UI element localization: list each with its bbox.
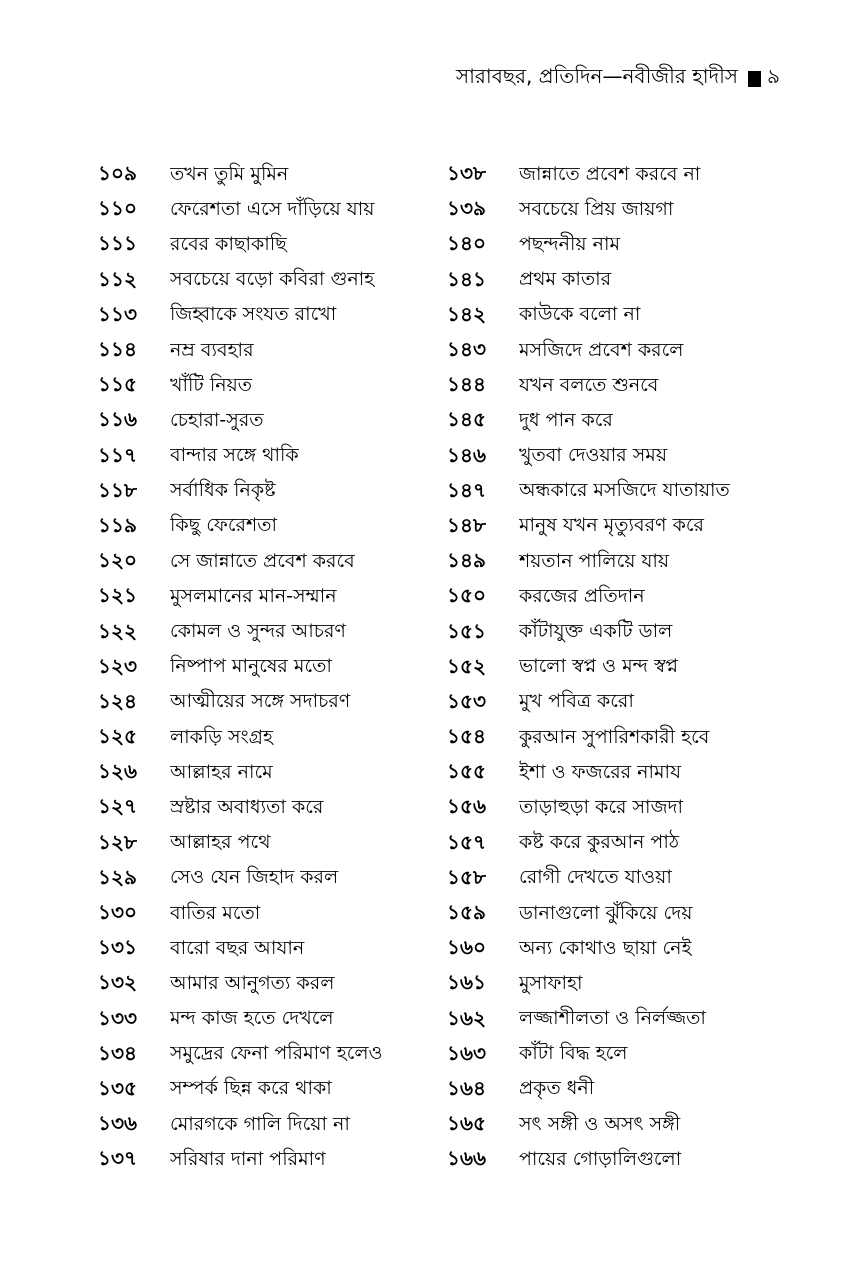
toc-entry — [98, 193, 438, 228]
toc-entry — [447, 299, 787, 334]
entry-number: ১১১ — [98, 231, 137, 256]
toc-entry — [98, 1143, 438, 1178]
entry-title: বান্দার সঙ্গে থাকি — [170, 444, 299, 467]
entry-title: আল্লাহর নামে — [170, 760, 273, 783]
toc-entry — [98, 158, 438, 193]
toc-entry — [447, 932, 787, 967]
entry-title: শয়তান পালিয়ে যায় — [519, 549, 670, 572]
entry-title: সৎ সঙ্গী ও অসৎ সঙ্গী — [519, 1112, 681, 1135]
toc-entry — [447, 1003, 787, 1038]
entry-title: ইশা ও ফজরের নামায — [519, 760, 682, 783]
entry-number: ১২৮ — [98, 829, 137, 854]
toc-entry — [447, 580, 787, 615]
entry-title: কোমল ও সুন্দর আচরণ — [170, 620, 346, 643]
entry-title: জিহ্বাকে সংযত রাখো — [170, 303, 337, 326]
entry-title: সে জান্নাতে প্রবেশ করবে — [170, 549, 355, 572]
entry-number: ১০৯ — [98, 161, 137, 186]
toc-entry — [98, 580, 438, 615]
entry-number: ১৩৯ — [447, 196, 486, 221]
toc-entry — [98, 1073, 438, 1108]
entry-number: ১৪৭ — [447, 477, 486, 502]
entry-number: ১২০ — [98, 548, 137, 573]
entry-title: আত্মীয়ের সঙ্গে সদাচরণ — [170, 690, 351, 713]
entry-number: ১৩৬ — [98, 1111, 137, 1136]
toc-entry — [98, 404, 438, 439]
entry-title: কাউকে বলো না — [519, 303, 641, 326]
toc-entry — [447, 615, 787, 650]
entry-title: নিষ্পাপ মানুষের মতো — [170, 655, 332, 678]
entry-number: ১৫১ — [447, 618, 486, 643]
entry-number: ১৪৯ — [447, 548, 486, 573]
entry-number: ১৩৪ — [98, 1040, 137, 1065]
entry-title: প্রথম কাতার — [519, 268, 612, 291]
entry-number: ১১৪ — [98, 337, 137, 362]
toc-entry — [447, 686, 787, 721]
entry-number: ১৫৭ — [447, 829, 486, 854]
entry-number: ১৩১ — [98, 935, 137, 960]
entry-number: ১২৫ — [98, 724, 137, 749]
toc-entry — [447, 545, 787, 580]
entry-title: জান্নাতে প্রবেশ করবে না — [519, 162, 701, 185]
entry-number: ১২৭ — [98, 794, 137, 819]
entry-title: মুখ পবিত্র করো — [519, 690, 634, 713]
entry-title: অন্ধকারে মসজিদে যাতায়াত — [519, 479, 730, 502]
toc-entry — [447, 1108, 787, 1143]
toc-entry — [98, 756, 438, 791]
toc-entry — [447, 510, 787, 545]
toc-entry — [447, 756, 787, 791]
entry-number: ১৪৮ — [447, 512, 486, 537]
toc-entry — [447, 897, 787, 932]
entry-title: চেহারা-সুরত — [170, 408, 264, 431]
toc-entry — [98, 299, 438, 334]
entry-title: সরিষার দানা পরিমাণ — [170, 1147, 326, 1170]
entry-number: ১১৫ — [98, 372, 137, 397]
entry-title: ভালো স্বপ্ন ও মন্দ স্বপ্ন — [519, 655, 679, 678]
entry-title: কাঁটা বিদ্ধ হলে — [519, 1042, 628, 1065]
toc-entry — [447, 193, 787, 228]
toc-entry — [447, 651, 787, 686]
entry-title: অন্য কোথাও ছায়া নেই — [519, 936, 692, 959]
entry-number: ১১০ — [98, 196, 137, 221]
entry-title: যখন বলতে শুনবে — [519, 373, 659, 396]
toc-entry — [98, 1108, 438, 1143]
entry-title: সবচেয়ে বড়ো কবিরা গুনাহ — [170, 268, 375, 291]
entry-title: লজ্জাশীলতা ও নির্লজ্জতা — [519, 1007, 706, 1030]
entry-number: ১১৯ — [98, 512, 137, 537]
entry-title: মসজিদে প্রবেশ করলে — [519, 338, 684, 361]
entry-title: আমার আনুগত্য করল — [170, 971, 335, 994]
entry-number: ১৪১ — [447, 266, 486, 291]
toc-entry — [98, 510, 438, 545]
entry-number: ১২৪ — [98, 688, 137, 713]
entry-title: করজের প্রতিদান — [519, 584, 645, 607]
entry-title: কিছু ফেরেশতা — [170, 514, 277, 537]
toc-entry — [447, 1038, 787, 1073]
toc-left-column — [98, 158, 438, 1178]
header-square-mark — [748, 71, 761, 87]
entry-title: রবের কাছাকাছি — [170, 232, 287, 255]
entry-number: ১৬৬ — [447, 1146, 486, 1171]
toc-entry — [98, 334, 438, 369]
entry-title: বারো বছর আযান — [170, 936, 305, 959]
toc-entry — [98, 827, 438, 862]
toc-entry — [447, 158, 787, 193]
entry-number: ১৫৩ — [447, 688, 486, 713]
toc-entry — [447, 404, 787, 439]
entry-number: ১৩২ — [98, 970, 137, 995]
entry-number: ১১৮ — [98, 477, 137, 502]
toc-entry — [98, 264, 438, 299]
entry-number: ১৬৪ — [447, 1075, 486, 1100]
entry-title: কুরআন সুপারিশকারী হবে — [519, 725, 710, 748]
toc-entry — [98, 721, 438, 756]
entry-title: ফেরেশতা এসে দাঁড়িয়ে যায় — [170, 197, 375, 220]
entry-title: কাঁটাযুক্ত একটি ডাল — [519, 620, 673, 643]
toc-entry — [98, 228, 438, 263]
entry-title: তাড়াহুড়া করে সাজদা — [519, 795, 684, 818]
entry-number: ১৪২ — [447, 301, 486, 326]
toc-entry — [98, 369, 438, 404]
entry-title: রোগী দেখতে যাওয়া — [519, 866, 672, 889]
toc-entry — [98, 545, 438, 580]
entry-title: কষ্ট করে কুরআন পাঠ — [519, 831, 679, 854]
page-number: ৯ — [767, 64, 780, 88]
toc-entry — [447, 228, 787, 263]
toc-entry — [98, 791, 438, 826]
toc-entry — [447, 791, 787, 826]
toc-entry — [447, 440, 787, 475]
entry-number: ১৩৫ — [98, 1075, 137, 1100]
toc-entry — [447, 827, 787, 862]
entry-title: মুসলমানের মান-সম্মান — [170, 584, 337, 607]
entry-title: ডানাগুলো ঝুঁকিয়ে দেয় — [519, 901, 693, 924]
entry-number: ১২৯ — [98, 864, 137, 889]
entry-number: ১৫২ — [447, 653, 486, 678]
entry-number: ১৩৮ — [447, 161, 486, 186]
entry-title: মুসাফাহা — [519, 971, 583, 994]
entry-number: ১৫০ — [447, 583, 486, 608]
toc-entry — [447, 862, 787, 897]
toc-entry — [98, 615, 438, 650]
entry-title: সমুদ্রের ফেনা পরিমাণ হলেও — [170, 1042, 383, 1065]
entry-number: ১৬৩ — [447, 1040, 486, 1065]
toc-entry — [447, 1073, 787, 1108]
entry-title: স্রষ্টার অবাধ্যতা করে — [170, 795, 324, 818]
entry-title: মোরগকে গালি দিয়ো না — [170, 1112, 350, 1135]
toc-entry — [98, 967, 438, 1002]
toc-entry — [98, 862, 438, 897]
entry-number: ১১৬ — [98, 407, 137, 432]
entry-title: সম্পর্ক ছিন্ন করে থাকা — [170, 1077, 332, 1100]
entry-number: ১১৭ — [98, 442, 137, 467]
entry-number: ১৩০ — [98, 900, 137, 925]
toc-entry — [447, 721, 787, 756]
entry-title: মন্দ কাজ হতে দেখলে — [170, 1007, 334, 1030]
toc-entry — [447, 1143, 787, 1178]
entry-number: ১৫৯ — [447, 900, 486, 925]
entry-title: সর্বাধিক নিকৃষ্ট — [170, 479, 276, 502]
entry-title: লাকড়ি সংগ্রহ — [170, 725, 273, 748]
toc-entry — [98, 440, 438, 475]
entry-number: ১৬১ — [447, 970, 486, 995]
entry-title: তখন তুমি মুমিন — [170, 162, 289, 185]
entry-title: আল্লাহর পথে — [170, 831, 271, 854]
entry-number: ১৫৪ — [447, 724, 486, 749]
entry-title: পায়ের গোড়ালিগুলো — [519, 1147, 682, 1170]
entry-number: ১২১ — [98, 583, 137, 608]
toc-entry — [447, 264, 787, 299]
toc-entry — [98, 897, 438, 932]
entry-number: ১১২ — [98, 266, 137, 291]
entry-number: ১৫৮ — [447, 864, 486, 889]
toc-entry — [98, 475, 438, 510]
entry-title: দুধ পান করে — [519, 408, 613, 431]
entry-number: ১৪৩ — [447, 337, 486, 362]
toc-entry — [447, 369, 787, 404]
entry-number: ১২২ — [98, 618, 137, 643]
entry-title: খুতবা দেওয়ার সময় — [519, 444, 668, 467]
entry-title: বাতির মতো — [170, 901, 261, 924]
entry-number: ১৪৬ — [447, 442, 486, 467]
entry-number: ১৩৭ — [98, 1146, 137, 1171]
entry-number: ১৬০ — [447, 935, 486, 960]
entry-number: ১৩৩ — [98, 1005, 137, 1030]
entry-number: ১৪৫ — [447, 407, 486, 432]
toc-entry — [98, 686, 438, 721]
toc-entry — [98, 932, 438, 967]
entry-number: ১৫৫ — [447, 759, 486, 784]
entry-title: খাঁটি নিয়ত — [170, 373, 253, 396]
toc-entry — [447, 967, 787, 1002]
toc-entry — [98, 651, 438, 686]
entry-number: ১৫৬ — [447, 794, 486, 819]
header-title: সারাবছর, প্রতিদিন—নবীজীর হাদীস — [455, 64, 739, 88]
entry-title: মানুষ যখন মৃত্যুবরণ করে — [519, 514, 704, 537]
toc-right-column — [447, 158, 787, 1178]
entry-number: ১৬৫ — [447, 1111, 486, 1136]
entry-title: সেও যেন জিহাদ করল — [170, 866, 339, 889]
entry-number: ১১৩ — [98, 301, 137, 326]
entry-title: পছন্দনীয় নাম — [519, 232, 621, 255]
entry-title: প্রকৃত ধনী — [519, 1077, 595, 1100]
entry-number: ১৪০ — [447, 231, 486, 256]
toc-entry — [447, 334, 787, 369]
toc-entry — [98, 1003, 438, 1038]
entry-number: ১৬২ — [447, 1005, 486, 1030]
toc-entry — [447, 475, 787, 510]
entry-number: ১৪৪ — [447, 372, 486, 397]
running-header — [456, 62, 780, 95]
entry-title: নম্র ব্যবহার — [170, 338, 254, 361]
entry-number: ১২৩ — [98, 653, 137, 678]
entry-number: ১২৬ — [98, 759, 137, 784]
entry-title: সবচেয়ে প্রিয় জায়গা — [519, 197, 674, 220]
toc-entry — [98, 1038, 438, 1073]
